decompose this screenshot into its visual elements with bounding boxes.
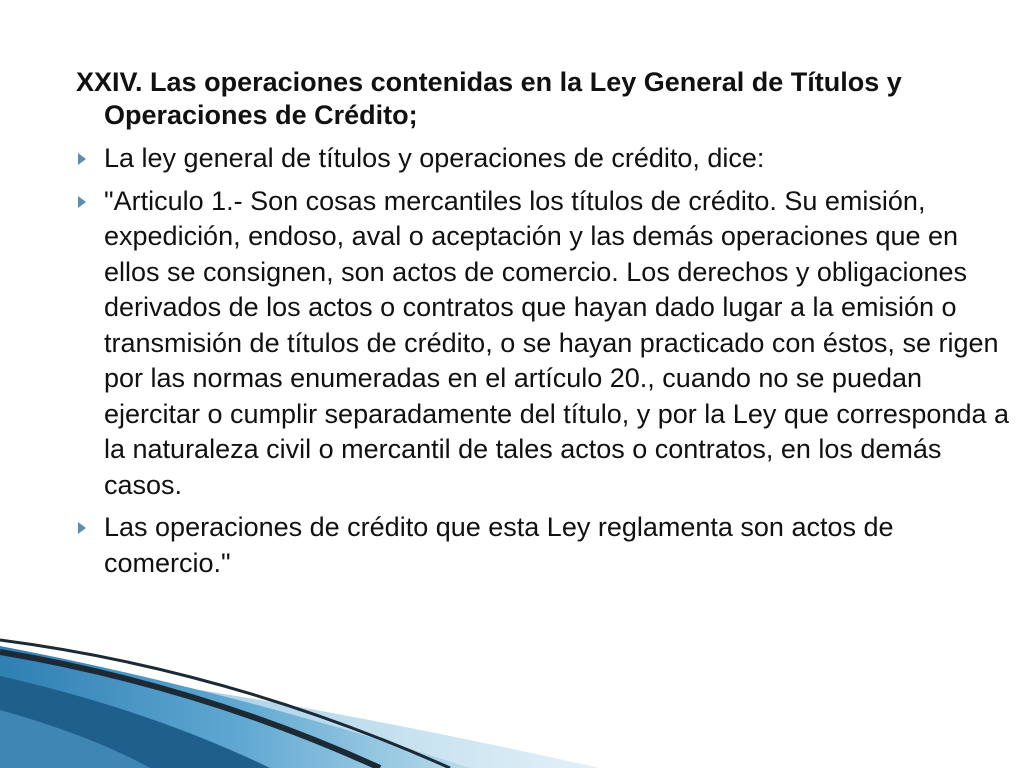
bullet-text: La ley general de títulos y operaciones de crédito, dice:: [104, 143, 765, 173]
bullet-item: [76, 184, 1016, 504]
triangle-bullet-icon: [78, 153, 86, 165]
decorative-wave-graphic: [0, 600, 1024, 768]
bullet-text: "Articulo 1.- Son cosas mercantiles los títulos de crédito. Su emisión, expedición, endoso, aval o aceptación y las demás operaciones que en ellos se consignen, son actos de comercio. Los derechos y obligaciones derivados de los actos o contratos que hayan dado lugar a la emisión o transmisión de títulos de crédito, o se hayan practicado con éstos, se rigen por las normas enumeradas en el artículo 20., cuando no se puedan ejercitar o cumplir separadamente del título, y por la Ley que corresponda a la naturaleza civil o mercantil de tales actos o contratos, en los demás casos.: [104, 185, 1010, 500]
triangle-bullet-icon: [78, 196, 86, 208]
bullet-text: Las operaciones de crédito que esta Ley reglamenta son actos de comercio.": [104, 512, 894, 578]
slide-heading: XXIV. Las operaciones contenidas en la Ley General de Títulos y Operaciones de Crédito;: [76, 67, 902, 130]
slide-content: [76, 66, 1016, 588]
bullet-list: [76, 141, 1016, 581]
bullet-item: [76, 510, 1016, 581]
bullet-item: [76, 141, 1016, 177]
triangle-bullet-icon: [78, 522, 86, 534]
